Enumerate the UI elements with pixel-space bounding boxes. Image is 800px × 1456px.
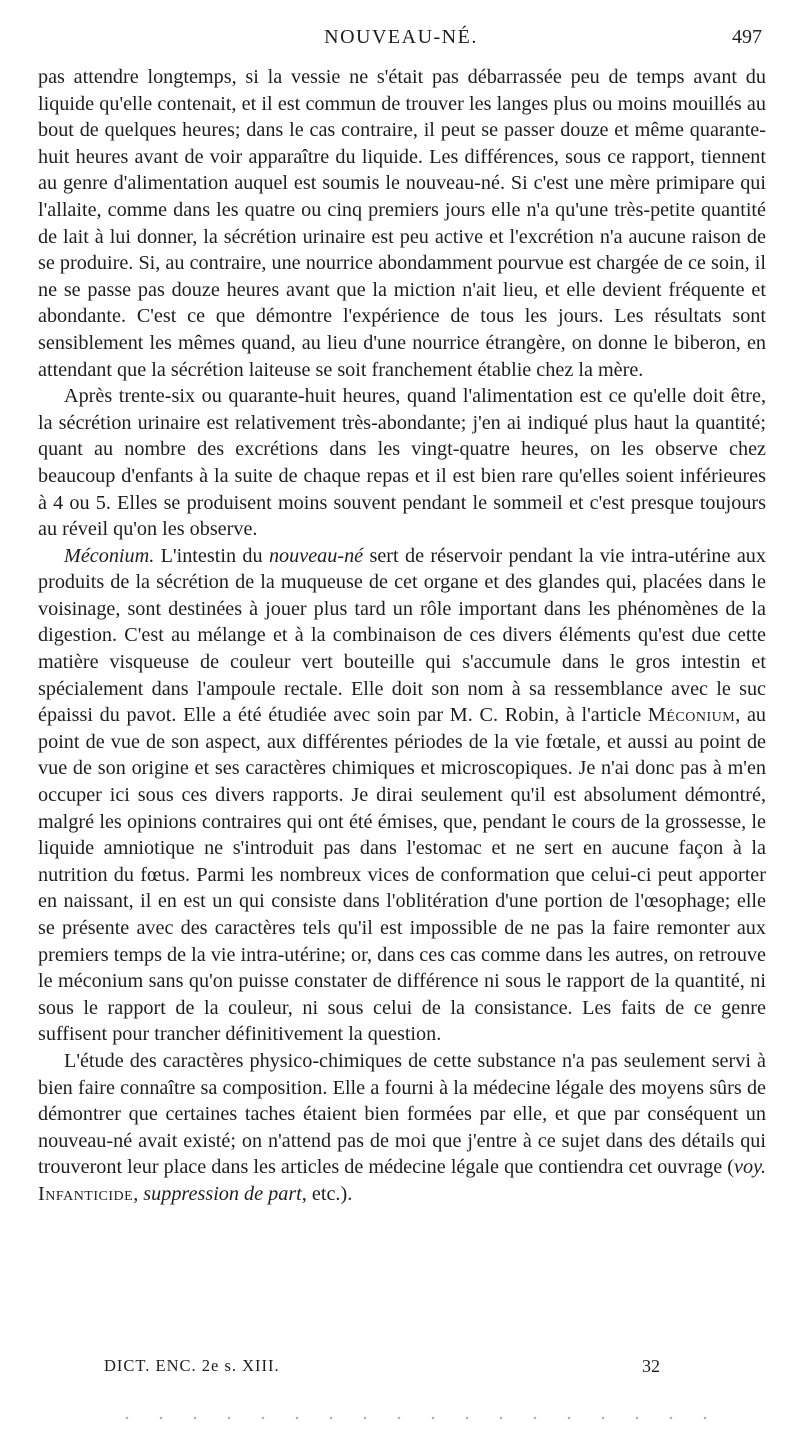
paragraph-4 bbox=[38, 1048, 766, 1208]
paragraph-1: pas attendre longtemps, si la vessie ne s'était pas débarrassée peu de temps avant du liquide qu'elle contenait, et il est commun de trouver les langes plus ou moins mouillés au bout de quelques heures; dans le cas contraire, il peut se passer douze et même quarante-huit heures avant de voir apparaître du liquide. Les différences, sous ce rapport, tiennent au genre d'alimentation auquel est soumis le nouveau-né. Si c'est une mère primipare qui l'allaite, comme dans les quatre ou cinq premiers jours elle n'a qu'une très-petite quantité de lait à lui donner, la sécrétion urinaire est peu active et l'excrétion n'a aucune raison de se produire. Si, au contraire, une nourrice abondamment pourvue est chargée de ce soin, il ne se passe pas douze heures avant que la miction n'ait lieu, et elle devient fréquente et abondante. C'est ce que démontre l'expérience de tous les jours. Les résultats sont sensiblement les mêmes quand, au lieu d'une nourrice étrangère, on donne le biberon, en attendant que la sécrétion laiteuse se soit franchement établie chez la mère. bbox=[38, 66, 766, 381]
signature-number: 32 bbox=[642, 1356, 660, 1376]
running-title: NOUVEAU-NÉ. bbox=[324, 26, 478, 48]
paragraph-4-part-a: L'étude des caractères physico-chimiques de cette substance n'a pas seulement servi à bien faire connaître sa composition. Elle a fourni à la médecine légale des moyens sûrs de démontrer que certaines taches étaient bien formées par elle, et que par conséquent un nouveau-né avait existé; on n'attend pas de moi que j'entre à ce sujet dans des détails qui trouveront leur place dans les articles de médecine légale que contiendra cet ouvrage ( bbox=[38, 1049, 766, 1179]
bottom-margin-specks bbox=[110, 1416, 730, 1420]
cross-reference-infanticide: Infanticide bbox=[38, 1182, 134, 1205]
paragraph-3-part-a: L'intestin du bbox=[154, 544, 269, 567]
body-text bbox=[38, 64, 766, 1208]
section-lead-meconium: Méconium. bbox=[64, 544, 155, 567]
paragraph-4-part-c: , bbox=[133, 1182, 144, 1205]
italic-term-nouveau-ne: nouveau-né bbox=[268, 544, 364, 567]
paragraph-3 bbox=[38, 543, 766, 1048]
paragraph-4-part-d: , etc.). bbox=[301, 1182, 353, 1205]
paragraph-2: Après trente-six ou quarante-huit heures, quand l'alimentation est ce qu'elle doit être, la sécrétion urinaire est relativement très-abondante; j'en ai indiqué plus haut la quantité; quant au nombre des excrétions dans les vingt-quatre heures, on les observe chez beaucoup d'enfants à la suite de chaque repas et il est bien rare qu'elles soient inférieures à 4 ou 5. Elles se produisent moins souvent pendant le sommeil et c'est presque toujours au réveil qu'on les observe. bbox=[38, 385, 766, 541]
page-number: 497 bbox=[732, 26, 762, 48]
signature-mark: DICT. ENC. 2e s. XIII. bbox=[104, 1356, 280, 1375]
cross-reference-meconium: Méconium bbox=[647, 704, 736, 727]
paragraph-3-part-b: sert de réservoir pendant la vie intra-utérine aux produits de la sécrétion de la muqueuse de cet organe et des glandes qui, placées dans le voisinage, sont destinées à jouer plus tard un rôle important dans les phénomènes de la digestion. C'est au mélange et à la combinaison de ces divers éléments qu'est due cette matière visqueuse de couleur vert bouteille qui s'accumule dans le gros intestin et spécialement dans l'ampoule rectale. Elle doit son nom à sa ressemblance avec le suc épaissi du pavot. Elle a été étudiée avec soin par M. C. Robin, à l'article bbox=[38, 544, 766, 727]
italic-voy: voy. bbox=[734, 1156, 766, 1179]
italic-suppression-de-part: suppression de part bbox=[143, 1182, 302, 1205]
page-footer bbox=[104, 1356, 660, 1384]
paragraph-3-part-c: , au point de vue de son aspect, aux différentes périodes de la vie fœtale, et aussi au point de vue de son origine et ses caractères chimiques et microscopiques. Je n'ai donc pas à m'en occuper ici sous ces divers rapports. Je dirai seulement qu'il est absolument démontré, malgré les opinions contraires qui ont été émises, que, pendant le cours de la grossesse, le liquide amniotique ne s'introduit pas dans l'estomac et ne sert en aucune façon à la nutrition du fœtus. Parmi les nombreux vices de conformation que celui-ci peut apporter en naissant, il en est un qui consiste dans l'oblitération d'une portion de l'œsophage; elle se présente avec des caractères tels qu'il est impossible de ne pas la faire remonter aux premiers temps de la vie intra-utérine; or, dans ces cas comme dans les autres, on retrouve le méconium sans qu'on puisse constater de différence ni sous le rapport de la quantité, ni sous le rapport de la couleur, ni sous celui de la consistance. Les faits de ce genre suffisent pour trancher définitivement la question. bbox=[38, 704, 766, 1046]
page-header bbox=[40, 26, 762, 60]
